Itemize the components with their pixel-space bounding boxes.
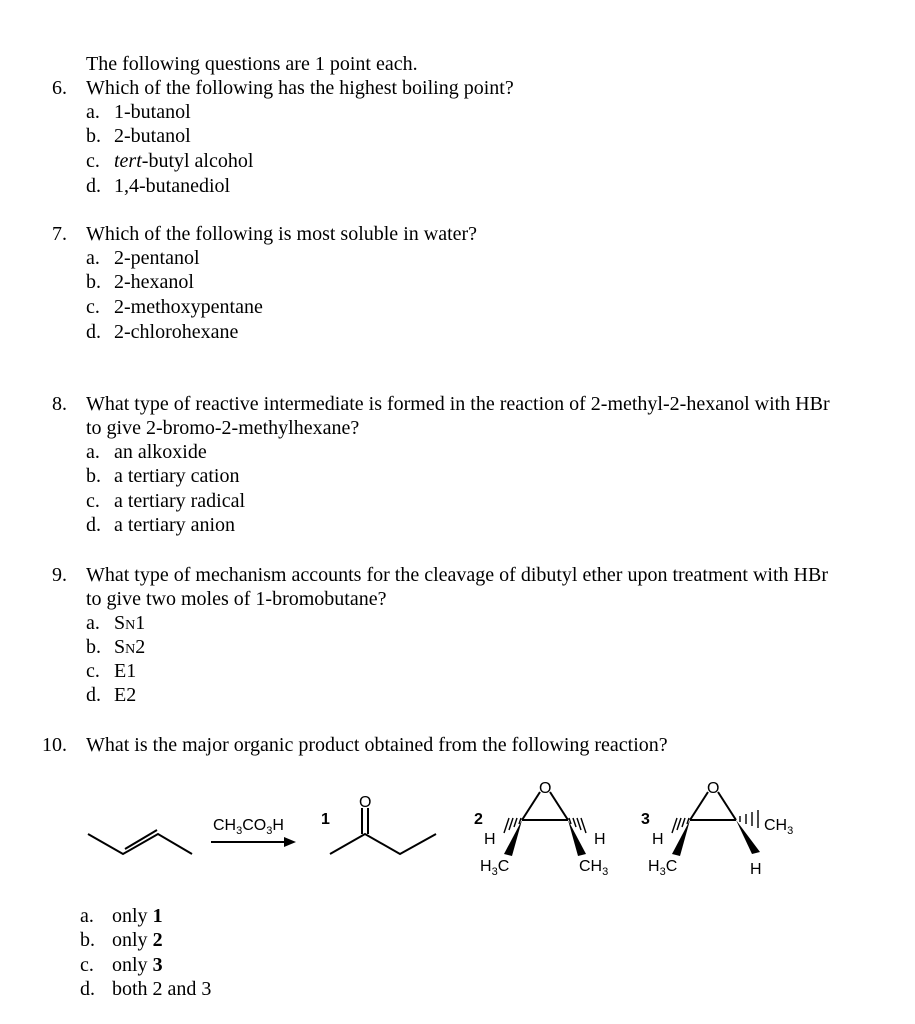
product-label-3: 3	[641, 811, 650, 828]
option-letter: b.	[86, 271, 101, 293]
option-letter: c.	[86, 150, 100, 172]
epoxide-structure-3	[672, 792, 760, 856]
question-text: Which of the following is most soluble in water?	[86, 223, 478, 245]
question-text-continued: to give two moles of 1-bromobutane?	[86, 588, 387, 610]
option-letter: a.	[86, 612, 100, 634]
methyl-group: $CH_3$	[764, 817, 794, 837]
question-text: What type of mechanism accounts for the cleavage of dibutyl ether upon treatment with HBr	[86, 564, 828, 586]
option-text: E1	[114, 660, 137, 682]
option-letter: a.	[80, 905, 94, 927]
question-text: What type of reactive intermediate is formed in the reaction of 2-methyl-2-hexanol with HBr	[86, 393, 830, 415]
option-text: a tertiary anion	[114, 514, 236, 536]
option-text: both 2 and 3	[112, 978, 212, 1000]
question-text: What is the major organic product obtained from the following reaction?	[86, 734, 668, 756]
hydrogen-atom: H	[750, 861, 762, 878]
question-number: 7.	[52, 223, 67, 245]
option-text: 2-pentanol	[114, 247, 200, 269]
option-text: 2-chlorohexane	[114, 321, 239, 343]
option-letter: b.	[80, 929, 95, 951]
reaction-arrow	[211, 837, 296, 847]
hydrogen-atom: H	[594, 831, 606, 848]
question-number: 9.	[52, 564, 67, 586]
question-text: Which of the following has the highest boiling point?	[86, 77, 514, 99]
methyl-group: $CH_3$	[579, 858, 609, 878]
section-intro: The following questions are 1 point each.	[86, 53, 418, 75]
option-text: only 2	[112, 929, 163, 951]
option-text: 2-hexanol	[114, 271, 194, 293]
option-text: only 1	[112, 905, 163, 927]
option-text: E2	[114, 684, 137, 706]
reaction-scheme	[0, 772, 915, 892]
option-text: tert-butyl alcohol	[114, 150, 254, 172]
product-label-2: 2	[474, 811, 483, 828]
option-letter: c.	[80, 954, 94, 976]
option-text: a tertiary radical	[114, 490, 246, 512]
ketone-structure	[330, 808, 436, 854]
option-letter: a.	[86, 247, 100, 269]
option-text: 1-butanol	[114, 101, 191, 123]
option-text: a tertiary cation	[114, 465, 240, 487]
option-letter: b.	[86, 465, 101, 487]
option-text: SN2	[114, 636, 146, 658]
option-letter: d.	[86, 321, 101, 343]
option-text: 2-butanol	[114, 125, 191, 147]
question-number: 10.	[42, 734, 67, 756]
option-letter: d.	[86, 684, 101, 706]
option-text: 2-methoxypentane	[114, 296, 263, 318]
reagent-label: $CH_3CO_3H$	[213, 817, 284, 837]
question-number: 6.	[52, 77, 67, 99]
methyl-group: $H_3C$	[480, 858, 510, 878]
option-text: 1,4-butanediol	[114, 175, 231, 197]
oxygen-atom: O	[539, 780, 552, 797]
oxygen-atom: O	[707, 780, 720, 797]
option-letter: d.	[86, 175, 101, 197]
option-letter: a.	[86, 101, 100, 123]
methyl-group: $H_3C$	[648, 858, 678, 878]
option-letter: b.	[86, 636, 101, 658]
product-label-1: 1	[321, 811, 330, 828]
option-letter: b.	[86, 125, 101, 147]
hydrogen-atom: H	[484, 831, 496, 848]
option-letter: a.	[86, 441, 100, 463]
option-letter: c.	[86, 660, 100, 682]
question-text-continued: to give 2-bromo-2-methylhexane?	[86, 417, 360, 439]
option-text: SN1	[114, 612, 146, 634]
option-text: an alkoxide	[114, 441, 207, 463]
alkene-structure	[88, 830, 192, 854]
option-text: only 3	[112, 954, 163, 976]
question-number: 8.	[52, 393, 67, 415]
option-letter: d.	[80, 978, 95, 1000]
option-letter: c.	[86, 296, 100, 318]
hydrogen-atom: H	[652, 831, 664, 848]
option-letter: c.	[86, 490, 100, 512]
option-letter: d.	[86, 514, 101, 536]
oxygen-atom: O	[359, 794, 372, 811]
epoxide-structure-2	[504, 792, 586, 856]
